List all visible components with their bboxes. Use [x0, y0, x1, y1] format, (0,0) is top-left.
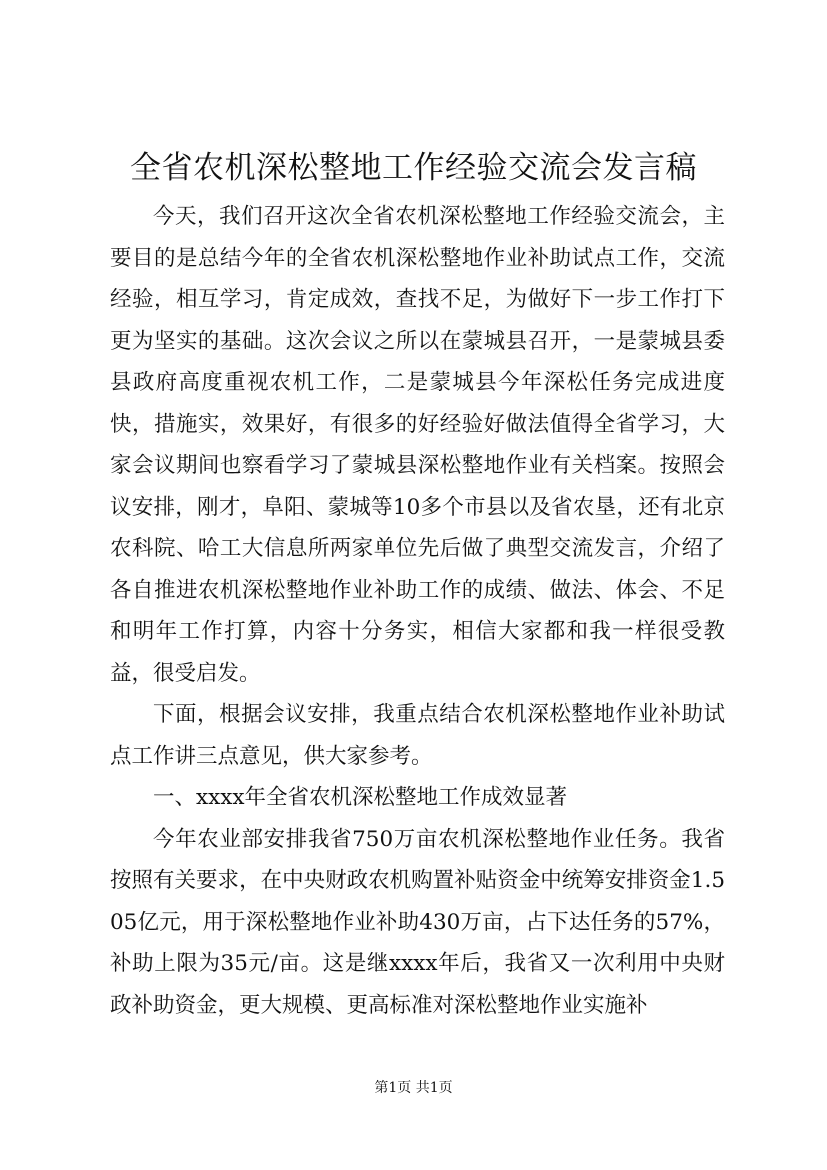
paragraph-intro: 今天，我们召开这次全省农机深松整地工作经验交流会，主要目的是总结今年的全省农机深松整地作业补助试点工作，交流经验，相互学习，肯定成效，查找不足，为做好下一步工作打下更为坚实的基础。这次会议之所以在蒙城县召开，一是蒙城县委县政府高度重视农机工作，二是蒙城县今年深松任务完成进度快，措施实，效果好，有很多的好经验好做法值得全省学习，大家会议期间也察看学习了蒙城县深松整地作业有关档案。按照会议安排，刚才，阜阳、蒙城等10多个市县以及省农垦，还有北京农科院、哈工大信息所两家单位先后做了典型交流发言，介绍了各自推进农机深松整地作业补助工作的成绩、做法、体会、不足和明年工作打算，内容十分务实，相信大家都和我一样很受教益，很受启发。: [110, 204, 725, 686]
section-heading-1: 一、xxxx年全省农机深松整地工作成效显著: [153, 785, 568, 810]
paragraph-agenda: 下面，根据会议安排，我重点结合农机深松整地作业补助试点工作讲三点意见，供大家参考。: [110, 702, 725, 769]
paragraph-section-1: 今年农业部安排我省750万亩农机深松整地作业任务。我省按照有关要求，在中央财政农机购置补贴资金中统筹安排资金1.505亿元，用于深松整地作业补助430万亩，占下达任务的57%，补助上限为35元/亩。这是继xxxx年后，我省又一次利用中央财政补助资金，更大规模、更高标准对深松整地作业实施补: [110, 826, 725, 1018]
document-body: [110, 196, 725, 1026]
page-footer: 第1页 共1页: [374, 1080, 453, 1096]
document-title: 全省农机深松整地工作经验交流会发言稿: [130, 150, 697, 186]
